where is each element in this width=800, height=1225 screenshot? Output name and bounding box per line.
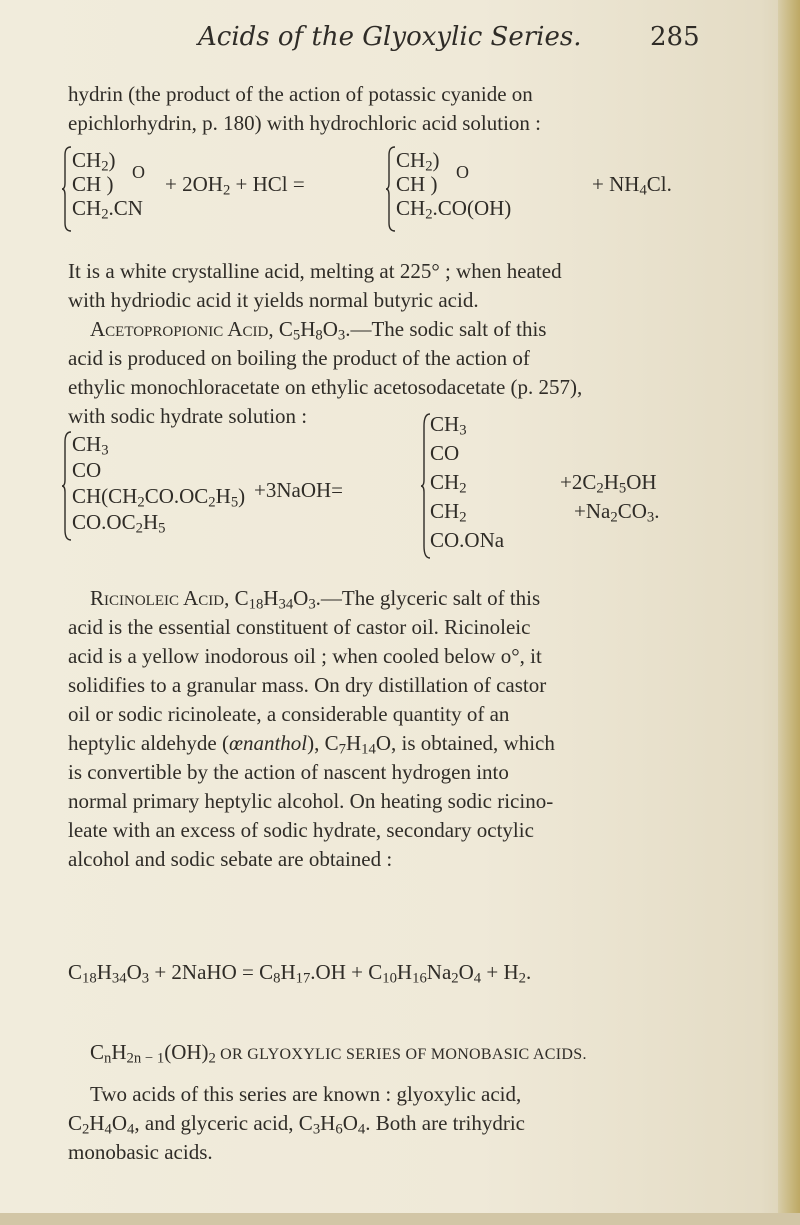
page-number: 285 [650, 22, 700, 52]
formula-line: $CH_2$ [430, 499, 467, 526]
header-title: Acids of the Glyoxylic Series. [198, 22, 582, 52]
text-line: acid is produced on boiling the product of the action of [68, 346, 530, 370]
formula: $C_5H_8O_3$ [278, 317, 346, 344]
paragraph-intro [68, 80, 768, 138]
formula-line: $CH_2.CO(OH)$ [396, 196, 512, 223]
formula-line: $CH(CH_2CO.OC_2H_5)$ [72, 484, 246, 511]
text-line: epichlorhydrin, p. 180) with hydrochloric acid solution : [68, 111, 541, 135]
equation-product: $+2C_2H_5OH$ [560, 470, 657, 497]
text-line: is convertible by the action of nascent hydrogen into [68, 760, 509, 784]
text-line: leate with an excess of sodic hydrate, secondary octylic [68, 818, 534, 842]
text-line: oil or sodic ricinoleate, a considerable quantity of an [68, 702, 510, 726]
formula-line: $CH_2$) [72, 148, 116, 175]
formula-line: CH ) [72, 172, 114, 196]
formula-line: $CH_3$ [430, 412, 467, 439]
page-edge [778, 0, 800, 1225]
oxygen-bridge: O [456, 162, 469, 182]
paragraph-glyoxylic [68, 1080, 768, 1167]
formula: $C_{18}H_{34}O_3$ [234, 586, 316, 613]
left-brace [62, 430, 72, 542]
compound-name: Acetopropionic Acid [90, 317, 269, 341]
text-line: with hydriodic acid it yields normal butyric acid. [68, 288, 479, 312]
equation-product: $+Na_2CO_3$. [574, 499, 660, 526]
equation-3: $C_{18}H_{34}O_3$ + 2NaHO = $C_8H_{17}.OH + C_{10}H_{16}Na_2O_4 + H_2$. [68, 960, 532, 987]
formula-line: $CH_2$ [430, 470, 467, 497]
formula-line: CH ) [396, 172, 438, 196]
paragraph-ricinoleic: Ricinoleic Acid, $C_{18}H_{34}O_3.—The$ glyceric salt of this acid is the essential constituent of castor oil. Ricinoleic acid is a yellow inodorous oil ; when cooled below o°, it solidifies to a granular mass. On dry distillation of castor oil or sodic ricinoleate, a considerable quantity of an heptylic aldehyde (œnanthol), $C_7H_{14}O$, is obtained, which is convertible by the action of nascent hydrogen into normal primary heptylic alcohol. On heating sodic ricino- leate with an excess of sodic hydrate, secondary octylic alcohol and sodic sebate are obtained : [68, 586, 555, 871]
formula-line: $CH_2$) [396, 148, 440, 175]
section-heading: $C_nH_{2n - 1}(OH)_2$ OR GLYOXYLIC SERIES OF MONOBASIC ACIDS. [90, 1040, 587, 1067]
running-header [0, 18, 800, 58]
text-line: normal primary heptylic alcohol. On heating sodic ricino- [68, 789, 554, 813]
page-bottom-edge [0, 1213, 800, 1225]
oxygen-bridge: O [132, 162, 145, 182]
left-brace [386, 145, 396, 233]
text-line: ethylic monochloracetate on ethylic acetosodacetate (p. 257), [68, 375, 583, 399]
equation-end: + $NH_4Cl$. [592, 172, 672, 199]
text-line: hydrin (the product of the action of potassic cyanide on [68, 82, 533, 106]
text-line: solidifies to a granular mass. On dry distillation of castor [68, 673, 547, 697]
formula-line: $CH_3$ [72, 432, 109, 459]
equation-middle: +3NaOH= [254, 478, 344, 502]
formula-line: CO.ONa [430, 528, 505, 552]
text-line: acid is a yellow inodorous oil ; when cooled below o°, it [68, 644, 542, 668]
compound-name: Ricinoleic Acid [90, 586, 225, 610]
left-brace [62, 145, 72, 233]
text-line: $C_2H_4O_4$, and glyceric acid, $C_3H_6O_4$. Both are trihydric [68, 1111, 525, 1138]
text-line: Two acids of this series are known : glyoxylic acid, [90, 1082, 522, 1106]
text-line: heptylic aldehyde (œnanthol), $C_7H_{14}O$, is obtained, which [68, 731, 555, 758]
text-line: with sodic hydrate solution : [68, 404, 308, 428]
equation-middle: + $2OH_2$ + HCl = [165, 172, 305, 199]
formula-line: CO [430, 441, 460, 465]
text-line: alcohol and sodic sebate are obtained : [68, 847, 393, 871]
paragraph-2 [68, 257, 768, 315]
formula-line: $CO.OC_2H_5$ [72, 510, 166, 537]
formula-line: CO [72, 458, 102, 482]
paragraph-acetopropionic: Acetopropionic Acid, $C_5H_8O_3.—The$ sodic salt of this acid is produced on boiling the product of the action of ethylic monochloracetate on ethylic acetosodacetate (p. 257), with sodic hydrate solution : [68, 317, 583, 428]
text-line: monobasic acids. [68, 1140, 213, 1164]
text-line: acid is the essential constituent of castor oil. Ricinoleic [68, 615, 531, 639]
text-line: It is a white crystalline acid, melting at 225° ; when heated [68, 259, 562, 283]
formula-line: $CH_2.CN$ [72, 196, 143, 223]
